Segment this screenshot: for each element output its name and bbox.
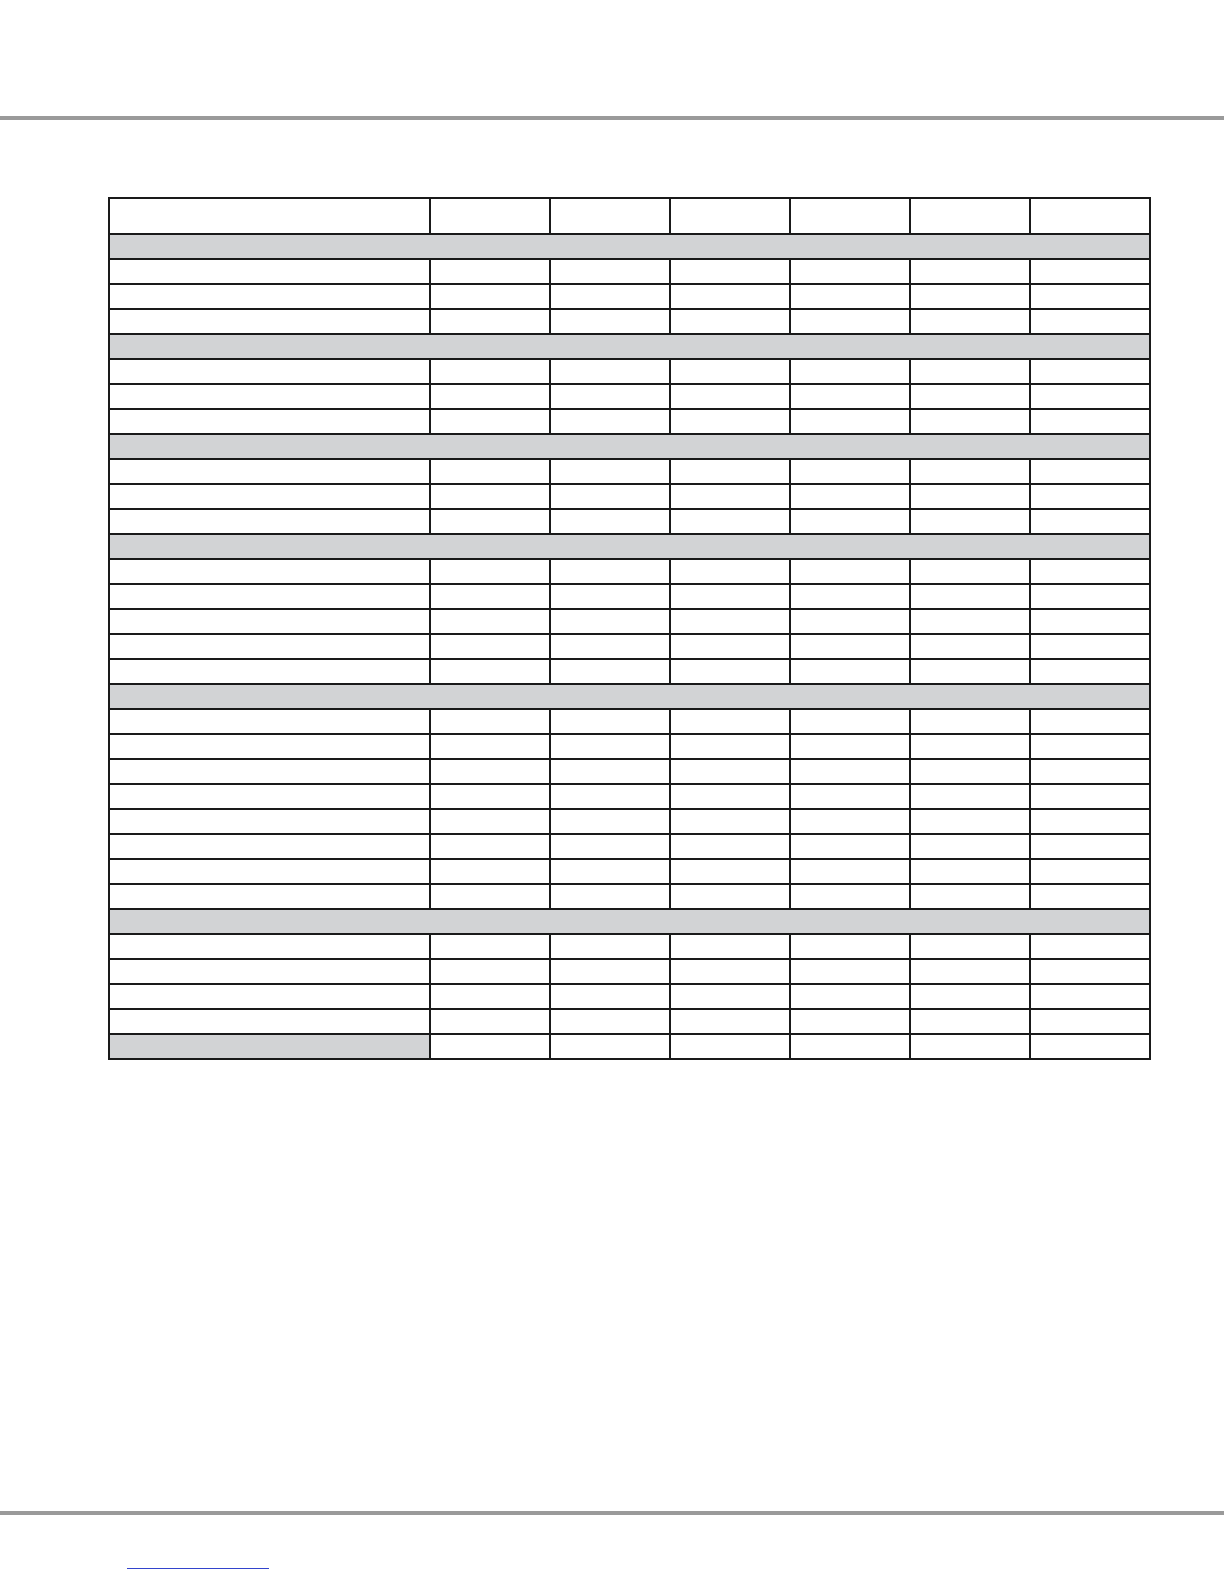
value-cell[interactable] <box>430 459 550 484</box>
value-cell[interactable] <box>1030 709 1150 734</box>
value-cell[interactable] <box>910 609 1030 634</box>
value-cell[interactable] <box>910 484 1030 509</box>
header-cell[interactable] <box>1030 198 1150 234</box>
value-cell[interactable] <box>550 259 670 284</box>
row-label-cell[interactable] <box>109 984 430 1009</box>
table-row <box>109 759 1150 784</box>
value-cell[interactable] <box>550 759 670 784</box>
value-cell[interactable] <box>550 309 670 334</box>
value-cell[interactable] <box>430 1009 550 1034</box>
section-header-row <box>109 534 1150 559</box>
value-cell[interactable] <box>790 884 910 909</box>
table-row <box>109 809 1150 834</box>
value-cell[interactable] <box>1030 484 1150 509</box>
value-cell[interactable] <box>670 784 790 809</box>
value-cell[interactable] <box>910 1034 1030 1059</box>
value-cell[interactable] <box>430 884 550 909</box>
value-cell[interactable] <box>910 734 1030 759</box>
value-cell[interactable] <box>550 584 670 609</box>
value-cell[interactable] <box>430 934 550 959</box>
row-label-cell[interactable] <box>109 1034 430 1059</box>
table-row <box>109 609 1150 634</box>
row-label-cell[interactable] <box>109 359 430 384</box>
value-cell[interactable] <box>550 709 670 734</box>
value-cell[interactable] <box>430 1034 550 1059</box>
value-cell[interactable] <box>550 1034 670 1059</box>
row-label-cell[interactable] <box>109 884 430 909</box>
value-cell[interactable] <box>910 859 1030 884</box>
row-label-cell[interactable] <box>109 384 430 409</box>
table-row <box>109 734 1150 759</box>
value-cell[interactable] <box>910 659 1030 684</box>
value-cell[interactable] <box>910 759 1030 784</box>
row-label-cell[interactable] <box>109 934 430 959</box>
table-header-row <box>109 198 1150 234</box>
value-cell[interactable] <box>670 559 790 584</box>
value-cell[interactable] <box>790 609 910 634</box>
value-cell[interactable] <box>790 784 910 809</box>
value-cell[interactable] <box>670 709 790 734</box>
value-cell[interactable] <box>430 384 550 409</box>
value-cell[interactable] <box>1030 284 1150 309</box>
value-cell[interactable] <box>670 384 790 409</box>
value-cell[interactable] <box>790 584 910 609</box>
table-row <box>109 484 1150 509</box>
value-cell[interactable] <box>430 834 550 859</box>
value-cell[interactable] <box>430 409 550 434</box>
value-cell[interactable] <box>430 259 550 284</box>
row-label-cell[interactable] <box>109 309 430 334</box>
table-row <box>109 859 1150 884</box>
value-cell[interactable] <box>910 884 1030 909</box>
value-cell[interactable] <box>550 809 670 834</box>
value-cell[interactable] <box>670 984 790 1009</box>
value-cell[interactable] <box>790 959 910 984</box>
value-cell[interactable] <box>670 509 790 534</box>
header-cell[interactable] <box>430 198 550 234</box>
table-row <box>109 884 1150 909</box>
bottom-rule <box>0 1511 1224 1515</box>
value-cell[interactable] <box>910 709 1030 734</box>
section-header-row <box>109 434 1150 459</box>
row-label-cell[interactable] <box>109 284 430 309</box>
value-cell[interactable] <box>790 634 910 659</box>
row-label-cell[interactable] <box>109 659 430 684</box>
value-cell[interactable] <box>430 709 550 734</box>
value-cell[interactable] <box>550 459 670 484</box>
value-cell[interactable] <box>910 509 1030 534</box>
value-cell[interactable] <box>910 584 1030 609</box>
section-header-row <box>109 909 1150 934</box>
value-cell[interactable] <box>430 984 550 1009</box>
value-cell[interactable] <box>910 359 1030 384</box>
table-row <box>109 659 1150 684</box>
row-label-cell[interactable] <box>109 459 430 484</box>
value-cell[interactable] <box>1030 384 1150 409</box>
value-cell[interactable] <box>910 1009 1030 1034</box>
value-cell[interactable] <box>1030 309 1150 334</box>
value-cell[interactable] <box>430 734 550 759</box>
row-label-cell[interactable] <box>109 484 430 509</box>
value-cell[interactable] <box>790 384 910 409</box>
table-row <box>109 1034 1150 1059</box>
header-cell[interactable] <box>550 198 670 234</box>
value-cell[interactable] <box>550 734 670 759</box>
table-row <box>109 509 1150 534</box>
value-cell[interactable] <box>790 859 910 884</box>
value-cell[interactable] <box>670 484 790 509</box>
table-row <box>109 984 1150 1009</box>
table-row <box>109 559 1150 584</box>
value-cell[interactable] <box>430 559 550 584</box>
value-cell[interactable] <box>550 984 670 1009</box>
value-cell[interactable] <box>670 759 790 784</box>
table-body <box>109 198 1150 1059</box>
row-label-cell[interactable] <box>109 509 430 534</box>
value-cell[interactable] <box>910 809 1030 834</box>
value-cell[interactable] <box>1030 984 1150 1009</box>
value-cell[interactable] <box>1030 1009 1150 1034</box>
value-cell[interactable] <box>1030 409 1150 434</box>
row-label-cell[interactable] <box>109 584 430 609</box>
value-cell[interactable] <box>1030 934 1150 959</box>
row-label-cell[interactable] <box>109 559 430 584</box>
value-cell[interactable] <box>910 634 1030 659</box>
table-row <box>109 459 1150 484</box>
value-cell[interactable] <box>670 459 790 484</box>
value-cell[interactable] <box>430 509 550 534</box>
value-cell[interactable] <box>670 934 790 959</box>
value-cell[interactable] <box>790 259 910 284</box>
row-label-cell[interactable] <box>109 759 430 784</box>
row-label-cell[interactable] <box>109 859 430 884</box>
value-cell[interactable] <box>790 284 910 309</box>
value-cell[interactable] <box>670 284 790 309</box>
value-cell[interactable] <box>430 309 550 334</box>
value-cell[interactable] <box>1030 509 1150 534</box>
value-cell[interactable] <box>1030 859 1150 884</box>
header-cell[interactable] <box>910 198 1030 234</box>
value-cell[interactable] <box>670 409 790 434</box>
row-label-cell[interactable] <box>109 634 430 659</box>
value-cell[interactable] <box>550 834 670 859</box>
table-row <box>109 259 1150 284</box>
value-cell[interactable] <box>550 509 670 534</box>
value-cell[interactable] <box>430 609 550 634</box>
value-cell[interactable] <box>790 359 910 384</box>
value-cell[interactable] <box>790 659 910 684</box>
value-cell[interactable] <box>1030 834 1150 859</box>
value-cell[interactable] <box>910 959 1030 984</box>
section-header-row <box>109 234 1150 259</box>
value-cell[interactable] <box>550 409 670 434</box>
value-cell[interactable] <box>790 1034 910 1059</box>
section-header-row <box>109 334 1150 359</box>
value-cell[interactable] <box>790 709 910 734</box>
value-cell[interactable] <box>430 859 550 884</box>
table-row <box>109 784 1150 809</box>
value-cell[interactable] <box>670 959 790 984</box>
table-row <box>109 359 1150 384</box>
value-cell[interactable] <box>670 859 790 884</box>
value-cell[interactable] <box>670 1034 790 1059</box>
table-row <box>109 1009 1150 1034</box>
value-cell[interactable] <box>1030 759 1150 784</box>
value-cell[interactable] <box>910 984 1030 1009</box>
value-cell[interactable] <box>910 409 1030 434</box>
row-label-cell[interactable] <box>109 784 430 809</box>
value-cell[interactable] <box>430 584 550 609</box>
value-cell[interactable] <box>430 759 550 784</box>
value-cell[interactable] <box>430 634 550 659</box>
row-label-cell[interactable] <box>109 959 430 984</box>
table-row <box>109 934 1150 959</box>
value-cell[interactable] <box>790 759 910 784</box>
section-header-cell[interactable] <box>109 534 1150 559</box>
value-cell[interactable] <box>790 934 910 959</box>
value-cell[interactable] <box>670 809 790 834</box>
value-cell[interactable] <box>1030 659 1150 684</box>
value-cell[interactable] <box>550 609 670 634</box>
value-cell[interactable] <box>670 259 790 284</box>
value-cell[interactable] <box>910 284 1030 309</box>
row-label-cell[interactable] <box>109 1009 430 1034</box>
table-row <box>109 384 1150 409</box>
value-cell[interactable] <box>790 459 910 484</box>
value-cell[interactable] <box>670 659 790 684</box>
row-label-cell[interactable] <box>109 259 430 284</box>
table-row <box>109 634 1150 659</box>
row-label-cell[interactable] <box>109 409 430 434</box>
value-cell[interactable] <box>670 359 790 384</box>
table-row <box>109 284 1150 309</box>
row-label-cell[interactable] <box>109 809 430 834</box>
value-cell[interactable] <box>790 509 910 534</box>
value-cell[interactable] <box>1030 784 1150 809</box>
value-cell[interactable] <box>910 384 1030 409</box>
value-cell[interactable] <box>1030 809 1150 834</box>
value-cell[interactable] <box>1030 634 1150 659</box>
value-cell[interactable] <box>1030 959 1150 984</box>
value-cell[interactable] <box>430 284 550 309</box>
value-cell[interactable] <box>790 834 910 859</box>
value-cell[interactable] <box>1030 559 1150 584</box>
table-row <box>109 584 1150 609</box>
table-row <box>109 834 1150 859</box>
value-cell[interactable] <box>430 359 550 384</box>
table-row <box>109 709 1150 734</box>
value-cell[interactable] <box>670 884 790 909</box>
value-cell[interactable] <box>550 884 670 909</box>
value-cell[interactable] <box>550 959 670 984</box>
value-cell[interactable] <box>670 309 790 334</box>
value-cell[interactable] <box>550 784 670 809</box>
section-header-cell[interactable] <box>109 909 1150 934</box>
value-cell[interactable] <box>670 584 790 609</box>
value-cell[interactable] <box>790 409 910 434</box>
value-cell[interactable] <box>910 459 1030 484</box>
table-row <box>109 409 1150 434</box>
blank-form-table <box>108 197 1151 1060</box>
section-header-cell[interactable] <box>109 434 1150 459</box>
value-cell[interactable] <box>550 1009 670 1034</box>
value-cell[interactable] <box>670 609 790 634</box>
value-cell[interactable] <box>790 484 910 509</box>
value-cell[interactable] <box>670 734 790 759</box>
value-cell[interactable] <box>1030 884 1150 909</box>
row-label-cell[interactable] <box>109 609 430 634</box>
value-cell[interactable] <box>550 934 670 959</box>
value-cell[interactable] <box>790 984 910 1009</box>
section-header-row <box>109 684 1150 709</box>
value-cell[interactable] <box>430 484 550 509</box>
value-cell[interactable] <box>1030 359 1150 384</box>
value-cell[interactable] <box>670 834 790 859</box>
value-cell[interactable] <box>550 284 670 309</box>
value-cell[interactable] <box>910 309 1030 334</box>
value-cell[interactable] <box>1030 1034 1150 1059</box>
header-cell[interactable] <box>790 198 910 234</box>
row-label-cell[interactable] <box>109 709 430 734</box>
header-cell[interactable] <box>670 198 790 234</box>
top-rule <box>0 116 1224 120</box>
header-cell-label[interactable] <box>109 198 430 234</box>
value-cell[interactable] <box>670 1009 790 1034</box>
value-cell[interactable] <box>550 384 670 409</box>
value-cell[interactable] <box>910 834 1030 859</box>
value-cell[interactable] <box>430 809 550 834</box>
value-cell[interactable] <box>550 659 670 684</box>
section-header-cell[interactable] <box>109 234 1150 259</box>
value-cell[interactable] <box>790 309 910 334</box>
value-cell[interactable] <box>1030 459 1150 484</box>
value-cell[interactable] <box>550 634 670 659</box>
value-cell[interactable] <box>550 559 670 584</box>
value-cell[interactable] <box>910 259 1030 284</box>
value-cell[interactable] <box>670 634 790 659</box>
value-cell[interactable] <box>550 859 670 884</box>
value-cell[interactable] <box>550 484 670 509</box>
value-cell[interactable] <box>430 784 550 809</box>
table-row <box>109 959 1150 984</box>
value-cell[interactable] <box>1030 734 1150 759</box>
value-cell[interactable] <box>910 934 1030 959</box>
section-header-cell[interactable] <box>109 334 1150 359</box>
value-cell[interactable] <box>430 959 550 984</box>
row-label-cell[interactable] <box>109 834 430 859</box>
value-cell[interactable] <box>910 784 1030 809</box>
table-row <box>109 309 1150 334</box>
value-cell[interactable] <box>910 559 1030 584</box>
row-label-cell[interactable] <box>109 734 430 759</box>
value-cell[interactable] <box>1030 609 1150 634</box>
value-cell[interactable] <box>1030 259 1150 284</box>
section-header-cell[interactable] <box>109 684 1150 709</box>
value-cell[interactable] <box>430 659 550 684</box>
value-cell[interactable] <box>790 559 910 584</box>
value-cell[interactable] <box>1030 584 1150 609</box>
value-cell[interactable] <box>790 734 910 759</box>
value-cell[interactable] <box>790 809 910 834</box>
value-cell[interactable] <box>790 1009 910 1034</box>
footer-link-underline[interactable] <box>127 1568 269 1569</box>
value-cell[interactable] <box>550 359 670 384</box>
